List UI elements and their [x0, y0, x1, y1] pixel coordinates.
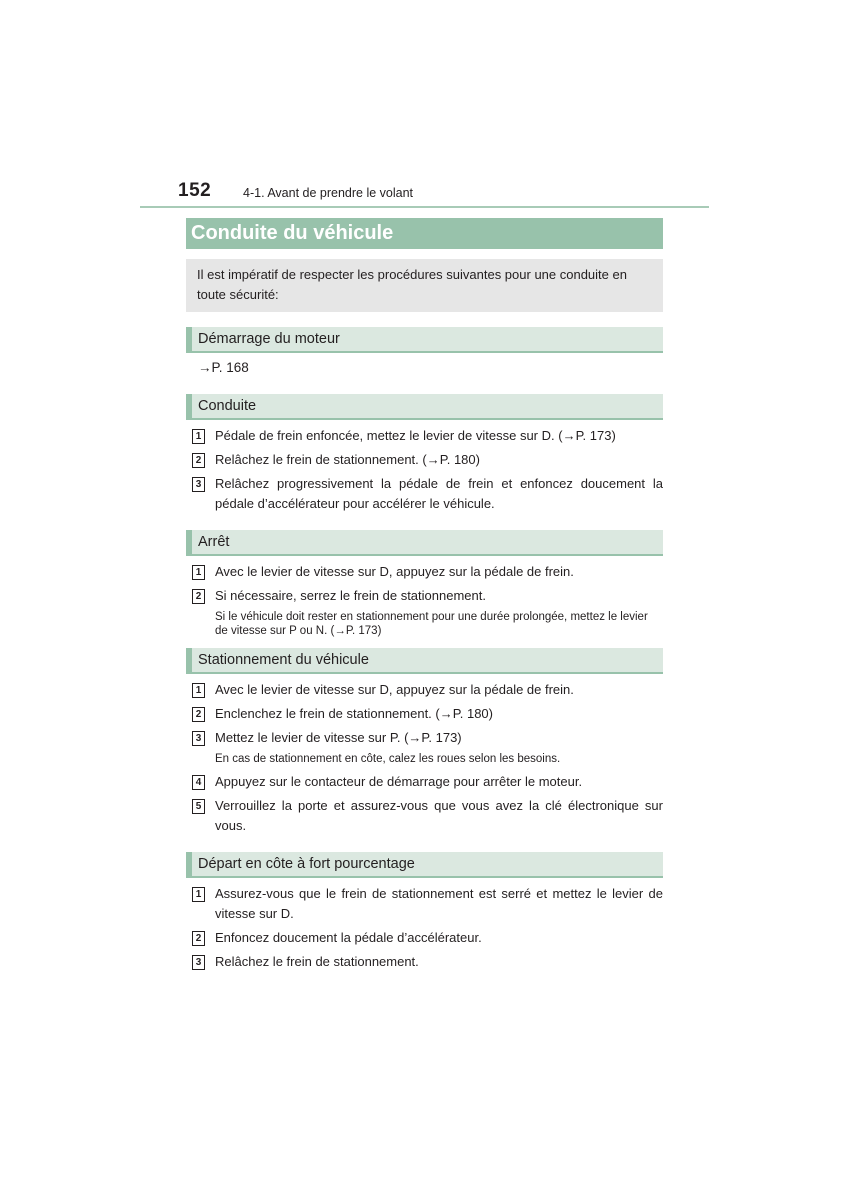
- step-item: [186, 728, 663, 748]
- step-text: Enclenchez le frein de stationnement. (→P. 180): [215, 706, 493, 721]
- chapter-title: 4-1. Avant de prendre le volant: [243, 186, 414, 200]
- step-number: 3: [192, 955, 205, 970]
- step-number: 1: [192, 565, 205, 580]
- step-number: 2: [192, 707, 205, 722]
- step-number: 5: [192, 799, 205, 814]
- section-heading: Stationnement du véhicule: [186, 648, 663, 674]
- step-note: Si le véhicule doit rester en stationnement pour une durée prolongée, mettez le levier de vitesse sur P ou N. (→P. 173): [215, 611, 648, 637]
- step-number: 4: [192, 775, 205, 790]
- step-item: [186, 474, 663, 514]
- step-number: 1: [192, 887, 205, 902]
- step-item: [186, 562, 663, 582]
- page-reference: →P. 168: [198, 360, 249, 375]
- step-text: Mettez le levier de vitesse sur P. (→P. 173): [215, 730, 462, 745]
- section-parking: [186, 648, 663, 836]
- step-item: [186, 772, 663, 792]
- step-number: 2: [192, 589, 205, 604]
- step-item: [186, 704, 663, 724]
- section-hill-start: [186, 852, 663, 972]
- step-item: [186, 928, 663, 948]
- step-number: 2: [192, 453, 205, 468]
- step-item: [186, 426, 663, 446]
- step-text: Relâchez le frein de stationnement.: [215, 954, 419, 969]
- step-text: Relâchez le frein de stationnement. (→P. 180): [215, 452, 480, 467]
- intro-box: Il est impératif de respecter les procédures suivantes pour une conduite en toute sécurité:: [186, 259, 663, 312]
- step-number: 2: [192, 931, 205, 946]
- step-item: [186, 586, 663, 606]
- page-content: [186, 218, 663, 976]
- step-number: 1: [192, 683, 205, 698]
- step-item: [186, 884, 663, 924]
- section-heading: Conduite: [186, 394, 663, 420]
- step-item: [186, 450, 663, 470]
- section-heading: Départ en côte à fort pourcentage: [186, 852, 663, 878]
- section-stopping: [186, 530, 663, 638]
- section-heading: Démarrage du moteur: [186, 327, 663, 353]
- header-divider: [140, 206, 709, 208]
- section-heading: Arrêt: [186, 530, 663, 556]
- page-header: [0, 0, 848, 210]
- step-note: En cas de stationnement en côte, calez les roues selon les besoins.: [215, 753, 561, 765]
- step-text: Assurez-vous que le frein de stationnement est serré et mettez le levier de vitesse sur D.: [215, 886, 663, 921]
- step-text: Verrouillez la porte et assurez-vous que vous avez la clé électronique sur vous.: [215, 798, 663, 833]
- page-title: Conduite du véhicule: [186, 218, 663, 249]
- step-text: Enfoncez doucement la pédale d’accélérateur.: [215, 930, 482, 945]
- step-item: [186, 796, 663, 836]
- step-number: 1: [192, 429, 205, 444]
- step-text: Appuyez sur le contacteur de démarrage pour arrêter le moteur.: [215, 774, 583, 789]
- step-text: Relâchez progressivement la pédale de frein et enfoncez doucement la pédale d’accélérateur pour accélérer le véhicule.: [215, 476, 663, 511]
- page-number: 152: [178, 180, 212, 201]
- section-driving: [186, 394, 663, 514]
- step-text: Avec le levier de vitesse sur D, appuyez sur la pédale de frein.: [215, 564, 574, 579]
- step-text: Si nécessaire, serrez le frein de stationnement.: [215, 588, 486, 603]
- step-number: 3: [192, 477, 205, 492]
- step-item: [186, 952, 663, 972]
- step-text: Pédale de frein enfoncée, mettez le levier de vitesse sur D. (→P. 173): [215, 428, 616, 443]
- step-number: 3: [192, 731, 205, 746]
- step-text: Avec le levier de vitesse sur D, appuyez sur la pédale de frein.: [215, 682, 574, 697]
- step-item: [186, 680, 663, 700]
- section-starting-engine: [186, 327, 663, 378]
